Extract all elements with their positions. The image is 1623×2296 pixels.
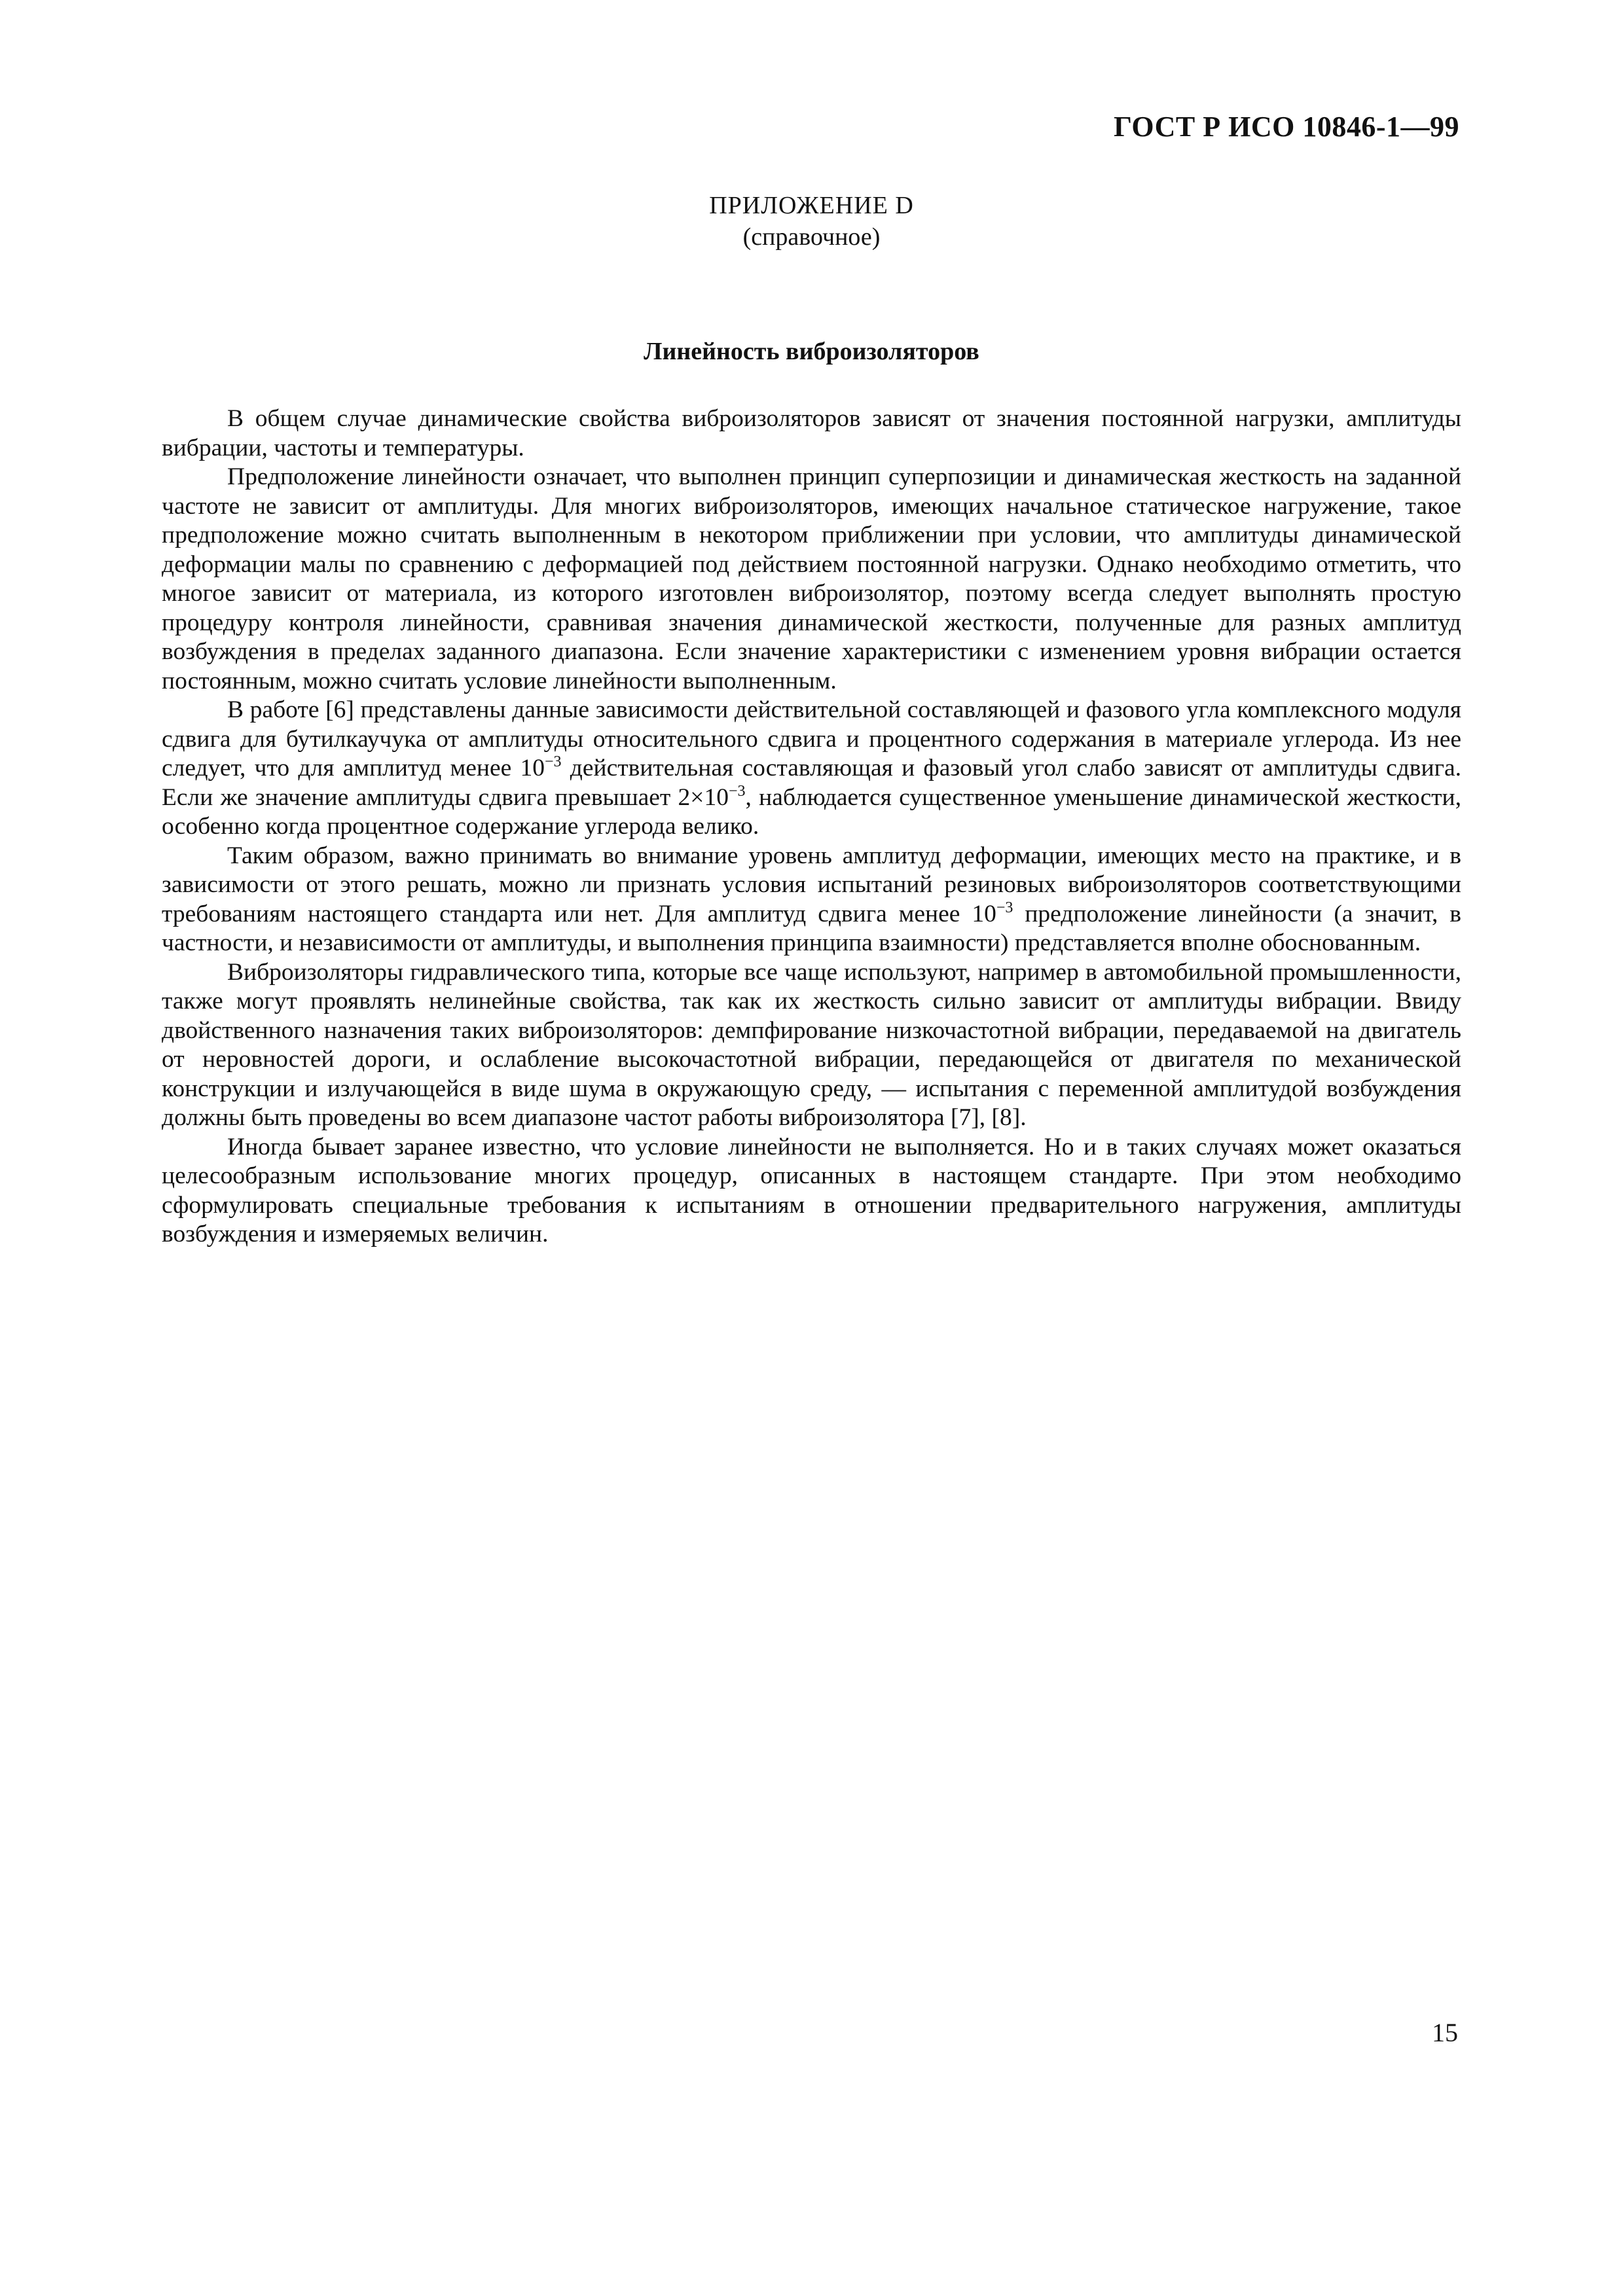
paragraph: Иногда бывает заранее известно, что условие линейности не выполняется. Но и в таких случаях может оказаться целесообразным использование многих процедур, описанных в настоящем стандарте. При этом необходимо сформулировать специальные требования к испытаниям в отношении предварительного нагружения, амплитуды возбуждения и измеряемых величин. — [162, 1133, 1461, 1247]
paragraph-text: Таким образом, важно принимать во внимание уровень амплитуд деформации, имеющих место на практике, и в зависимости от этого решать, можно ли признать условия испытаний резиновых виброизоляторов соответствующими требованиям настоящего стандарта или нет. Для амплитуд сдвига менее 10 — [162, 842, 1461, 927]
paragraph — [162, 696, 1461, 842]
appendix-title: ПРИЛОЖЕНИЕ D — [709, 192, 914, 219]
appendix-heading — [0, 190, 1623, 253]
page-number: 15 — [1432, 2018, 1458, 2047]
body-text — [162, 404, 1461, 1249]
paragraph: Предположение линейности означает, что выполнен принцип суперпозиции и динамическая жесткость на заданной частоте не зависит от амплитуды. Для многих виброизоляторов, имеющих начальное статическое нагружение, такое предположение можно считать выполненным в некотором приближении при условии, что амплитуды динамической деформации малы по сравнению с деформацией под действием постоянной нагрузки. Однако необходимо отметить, что многое зависит от материала, из которого изготовлен виброизолятор, поэтому всегда следует выполнять простую процедуру контроля линейности, сравнивая значения динамической жесткости, полученные для разных амплитуд возбуждения в пределах заданного диапазона. Если значение характеристики с изменением уровня вибрации остается постоянным, можно считать условие линейности выполненным. — [162, 463, 1461, 694]
paragraph — [162, 842, 1461, 958]
exponent: −3 — [728, 782, 746, 800]
paragraph: Виброизоляторы гидравлического типа, которые все чаще используют, например в автомобильной промышленности, также могут проявлять нелинейные свойства, так как их жесткость сильно зависит от амплитуды вибрации. Ввиду двойственного назначения таких виброизоляторов: демпфирование низкочастотной вибрации, передаваемой на двигатель от неровностей дороги, и ослабление высокочастотной вибрации, передающейся от двигателя по механической конструкции и излучающейся в виде шума в окружающую среду, — испытания с переменной амплитудой возбуждения должны быть проведены во всем диапазоне частот работы виброизолятора [7], [8]. — [162, 958, 1461, 1131]
section-title: Линейность виброизоляторов — [644, 338, 979, 365]
paragraph-text: В работе [6] представлены данные зависимости действительной составляющей и фазового угла комплексного модуля сдвига для бутилкаучука от амплитуды относительного сдвига и процентного содержания в материале углерода. Из нее следует, что для амплитуд менее 10 — [162, 696, 1461, 781]
paragraph-text: действительная составляющая и фазовый угол слабо зависят от амплитуды сдвига. Если же значение амплитуды сдвига превышает 2×10 — [162, 755, 1461, 811]
paragraph: В общем случае динамические свойства виброизоляторов зависят от значения постоянной нагрузки, амплитуды вибрации, частоты и температуры. — [162, 405, 1461, 461]
paragraph-text: , наблюдается существенное уменьшение динамической жесткости, особенно когда процентное содержание углерода велико. — [162, 783, 1461, 840]
document-code-header: ГОСТ Р ИСО 10846-1—99 — [1113, 111, 1459, 143]
appendix-subtitle: (справочное) — [742, 223, 881, 251]
paragraph-text: предположение линейности (а значит, в частности, и независимости от амплитуды, и выполнения принципа взаимности) представляется вполне обоснованным. — [162, 900, 1461, 956]
exponent: −3 — [545, 753, 562, 770]
exponent: −3 — [996, 899, 1013, 916]
